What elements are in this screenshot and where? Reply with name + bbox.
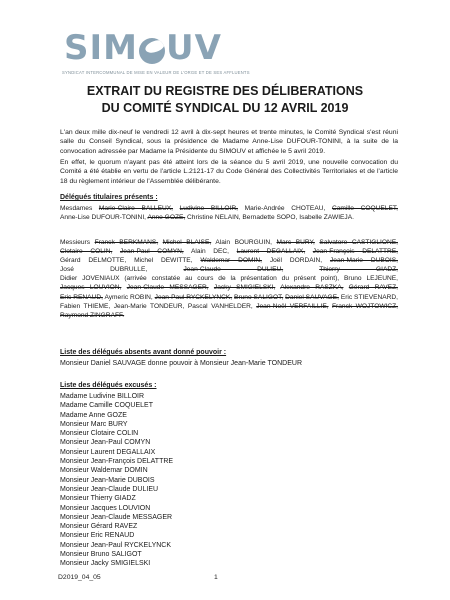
delegate-name: José DUBRULLE,: [60, 266, 148, 274]
delegate-name: Anne GOZE,: [147, 214, 186, 222]
delegate-name: Franck WOJTOWICZ,: [332, 302, 399, 310]
delegate-name: Waldemar DOMIN,: [200, 257, 262, 265]
excused-delegate: Monsieur Jean-Paul RYCKELYNCK: [60, 541, 172, 549]
proxy-heading: Liste des délégués absents avant donné pouvoir :: [60, 349, 227, 356]
delegate-name: Jean-Noël VERFAILLIE,: [256, 302, 329, 310]
excused-delegate: Monsieur Jacques LOUVION: [60, 504, 151, 512]
delegate-name: Aymeric ROBIN,: [104, 293, 153, 301]
delegate-name: Camille COQUELET,: [331, 205, 398, 212]
excused-delegate: Monsieur Gérard RAVEZ: [60, 523, 138, 531]
delegate-name: Jean-Claude DULIEU,: [183, 266, 284, 274]
delegate-name: Mesdames: [60, 205, 93, 212]
delegate-name: Franck BERKMANS,: [94, 239, 159, 246]
mesdames-list: [60, 204, 398, 222]
delegates-present-heading: Délégués titulaires présents :: [60, 194, 158, 201]
document-title-line1: EXTRAIT DU REGISTRE DES DÉLIBERATIONS: [86, 84, 364, 98]
delegate-name: Bruno SALIGOT,: [234, 293, 284, 301]
delegate-name: Joël DORDAIN,: [269, 257, 323, 265]
delegate-name: Messieurs: [60, 239, 91, 246]
document-title-line2: DU COMITÉ SYNDICAL DU 12 AVRIL 2019: [101, 101, 349, 115]
delegate-name: Thierry GIADZ,: [319, 266, 398, 274]
messieurs-list: [60, 238, 398, 320]
document-reference: D2019_04_05: [58, 574, 101, 581]
excused-delegate: Monsieur Bruno SALIGOT: [60, 551, 142, 559]
delegate-name: Marie-Andrée CHOTEAU,: [244, 205, 326, 212]
delegate-name: Michel BLAISE,: [162, 239, 212, 246]
excused-delegate: Monsieur Laurent DEGALLAIX: [60, 448, 156, 456]
logo-tagline: SYNDICAT INTERCOMMUNAL DE MISE EN VALEUR DE L'ORGE ET DE SES AFFLUENTS: [62, 70, 250, 75]
excused-delegate: Madame Ludivine BILLOIR: [60, 393, 145, 400]
excused-heading: Liste des délégués excusés :: [60, 382, 157, 389]
delegate-name: Jean-Paul COMYN,: [119, 248, 184, 256]
logo-text-left: SIM: [64, 28, 138, 68]
excused-delegate: Monsieur Thierry GIADZ: [60, 495, 136, 503]
delegate-name: Salvatore CASTIGLIONE,: [319, 239, 398, 246]
intro-paragraph: L'an deux mille dix-neuf le vendredi 12 avril à dix-sept heures et trente minutes, le Comité Syndical s'est réuni salle du Conseil Syndical, sous la présidence de Madame Anne-Lise DUFOUR-TONINI, à la suite de la convocation adressée par Madame la Présidente du SIMOUV et affichée le 5 avril 2019.: [60, 129, 398, 155]
logo-text-right: UV: [165, 28, 222, 68]
delegate-name: Alain DEC,: [190, 248, 230, 256]
delegate-name: Christine NELAIN,: [187, 214, 241, 222]
excused-delegate: Monsieur Jean-Marie DUBOIS: [60, 476, 155, 484]
delegate-name: Gérard DELMOTTE,: [60, 257, 127, 265]
excused-delegate: Monsieur Jean-Claude DULIEU: [60, 485, 159, 493]
delegate-name: Marie-Claire BALLEUX,: [98, 205, 173, 212]
delegate-name: Jean-François DELATTRE,: [312, 248, 398, 256]
delegate-name: Clotaire COLIN,: [60, 248, 113, 256]
delegate-name: Anne-Lise DUFOUR-TONINI,: [60, 214, 146, 222]
excused-delegate: Monsieur Jacky SMIGIELSKI: [60, 560, 151, 568]
delegate-name: Alain BOURGUIN,: [215, 239, 272, 246]
delegate-name: Laurent DEGALLAIX,: [236, 248, 306, 256]
simouv-logo: [64, 28, 222, 68]
delegate-name: Eric STIEVENARD,: [340, 293, 399, 301]
delegate-name: Michel DEWITTE,: [134, 257, 193, 265]
proxy-text: Monsieur Daniel SAUVAGE donne pouvoir à Monsieur Jean-Marie TONDEUR: [60, 360, 302, 367]
delegate-name: Eric RENAUD,: [60, 293, 103, 301]
delegate-name: Bruno LEJEUNE,: [344, 275, 398, 283]
excused-delegate: Monsieur Jean-Paul COMYN: [60, 439, 151, 447]
delegate-name: Daniel SAUVAGE,: [285, 293, 339, 301]
excused-delegate: Madame Camille COQUELET: [60, 402, 153, 410]
logo-o-icon: [139, 38, 165, 64]
delegate-name: Isabelle ZAWIEJA.: [299, 214, 354, 222]
excused-delegate: Monsieur Clotaire COLIN: [60, 430, 139, 438]
delegate-name: Jacques LOUVION,: [60, 284, 122, 292]
page-number: 1: [214, 574, 218, 581]
delegate-name: Pascal VANHELDER,: [187, 302, 253, 310]
delegate-name: Jacky SMIGIELSKI,: [213, 284, 276, 292]
delegate-name: Jean-Paul RYCKELYNCK,: [154, 293, 233, 301]
delegate-name: Marc BURY,: [276, 239, 315, 246]
delegate-name: Jean-Marie DUBOIS,: [329, 257, 398, 265]
delegate-name: Gérard RAVEZ,: [348, 284, 398, 292]
delegate-name: Didier JOVENIAUX (arrivée constatée au cours de la présentation du présent point),: [60, 275, 340, 283]
excused-delegate: Monsieur Eric RENAUD: [60, 532, 135, 540]
delegate-name: Ludivine BILLOIR,: [179, 205, 238, 212]
excused-delegate: Monsieur Waldemar DOMIN: [60, 467, 148, 475]
excused-delegate: Madame Anne GOZE: [60, 411, 127, 419]
delegate-name: Jean-Marie TONDEUR,: [113, 302, 185, 310]
quorum-paragraph: En effet, le quorum n'ayant pas été atteint lors de la séance du 5 avril 2019, une nouvelle convocation du Comité a été établie en vertu de l'article L.2121-17 du Code Général des Collectivités Territoriales et de l'article 18 du règlement intérieur de l'Assemblée délibérante.: [60, 159, 398, 185]
delegate-name: Alexandre RASZKA,: [280, 284, 344, 292]
delegate-name: Raymond ZINGRAFF.: [60, 311, 125, 319]
delegate-name: Jean-Claude MESSAGER,: [126, 284, 209, 292]
excused-delegate: Monsieur Jean-François DELATTRE: [60, 458, 174, 466]
delegate-name: Bernadette SOPO,: [242, 214, 298, 222]
excused-delegate: Monsieur Jean-Claude MESSAGER: [60, 513, 173, 521]
excused-list: [60, 392, 173, 569]
delegate-name: Fabien THIEME,: [60, 302, 111, 310]
excused-delegate: Monsieur Marc BURY: [60, 420, 128, 428]
